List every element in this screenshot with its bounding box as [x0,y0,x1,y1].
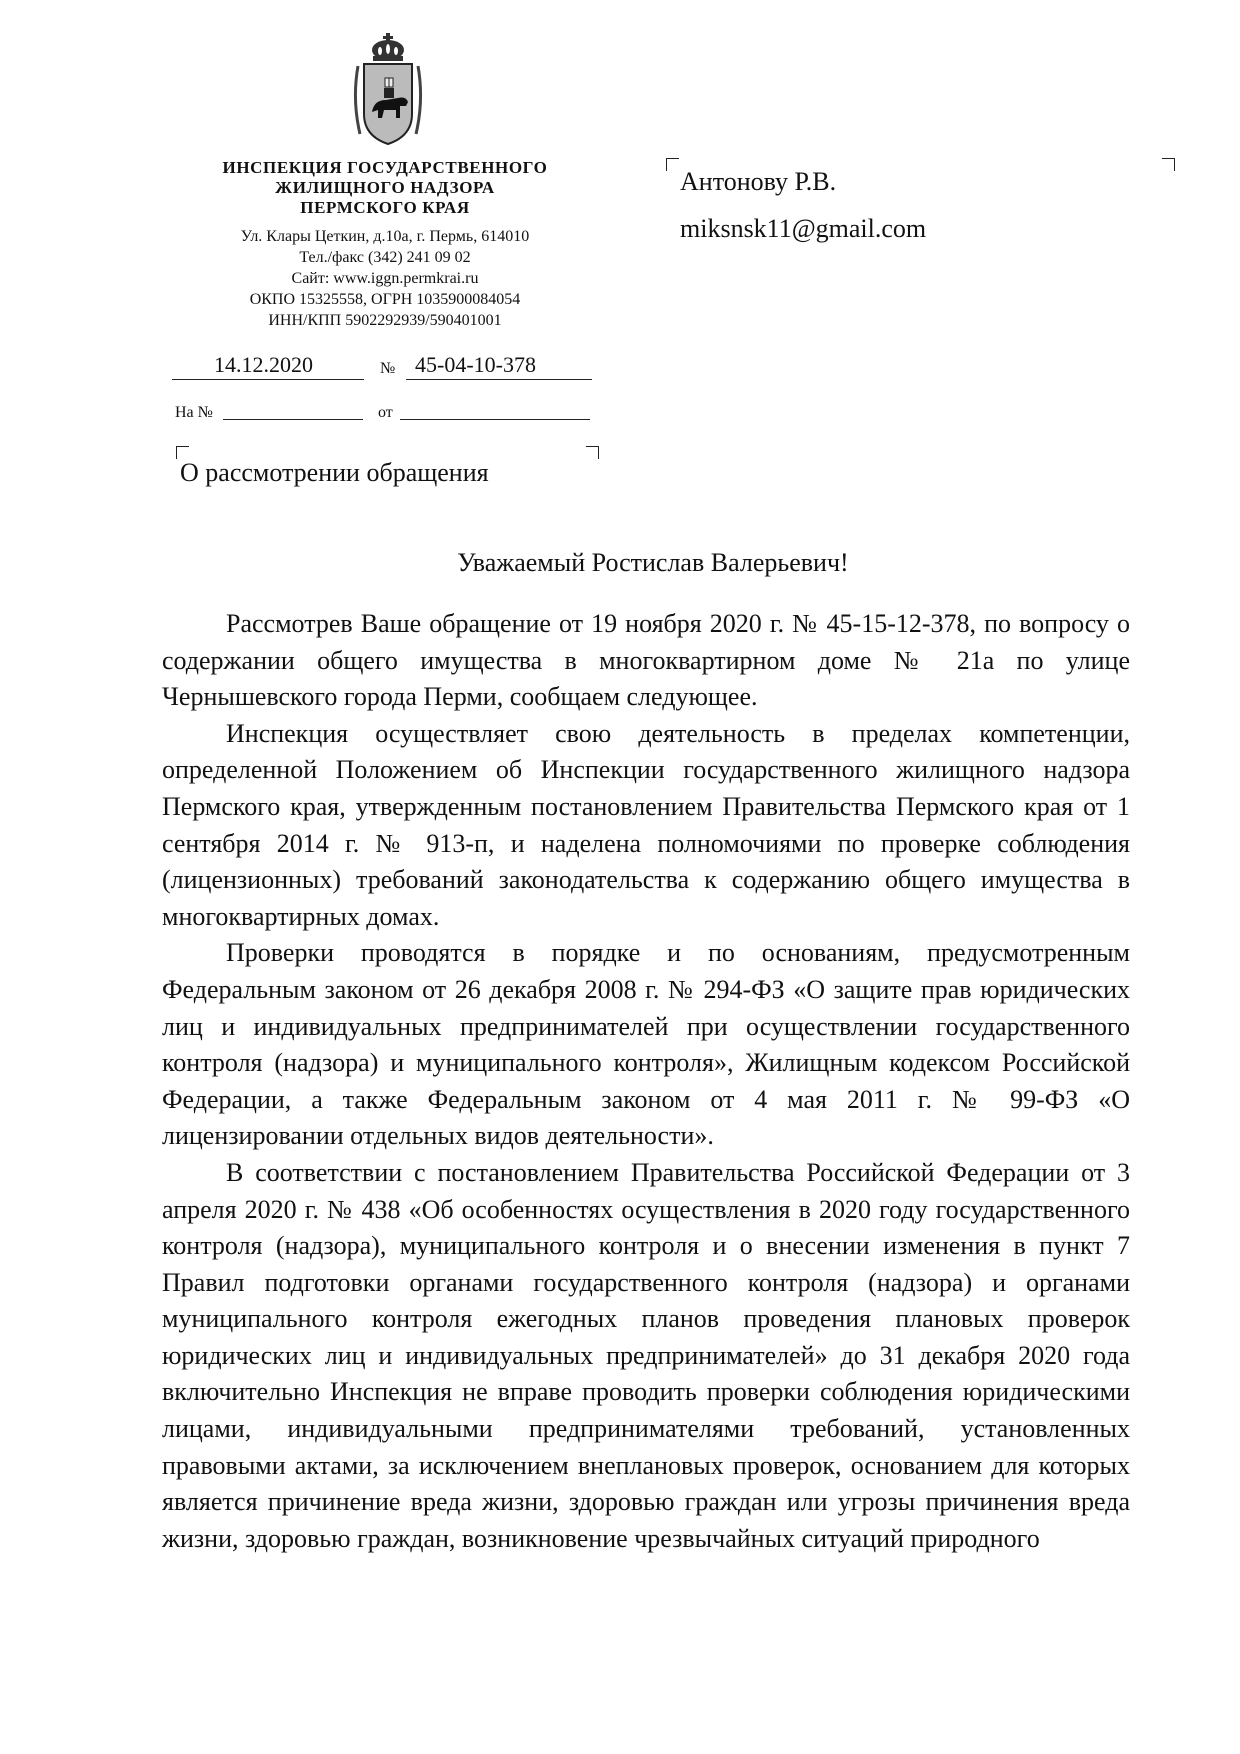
registration-number: 45-04-10-378 [415,352,536,377]
ref-from-label: от [378,404,393,421]
addressee-name: Антонову Р.В. [680,167,837,196]
body-paragraph: В соответствии с постановлением Правительства Российской Федерации от 3 апреля 2020 г. № 438 «Об особенностях осуществления в 2020 году государственного контроля (надзора), муниципального контроля и о внесении изменения в пункт 7 Правил подготовки органами государственного контроля (надзора) и органами муниципального контроля ежегодных планов проведения плановых проверок юридических лиц и индивидуальных предпринимателей» до 31 декабря 2020 года включительно Инспекция не вправе проводить проверки соблюдения юридическими лицами, индивидуальными предпринимателями требований, установленных правовыми актами, за исключением внеплановых проверок, основанием для которых является причинение вреда жизни, здоровью граждан или угрозы причинения вреда жизни, здоровью граждан, возникновение чрезвычайных ситуаций природного [162,1157,1130,1553]
bracket-corner [586,446,599,459]
org-website: Сайт: www.iggn.permkrai.ru [291,270,479,287]
org-okpo-ogrn: ОКПО 15325558, ОГРН 1035900084054 [249,291,521,308]
registration-date: 14.12.2020 [214,352,313,377]
org-name-line: ПЕРМСКОГО КРАЯ [300,198,470,217]
addressee-block [680,158,926,252]
bracket-corner [1162,158,1175,171]
ref-date-blank [400,419,590,420]
body-paragraph: Проверки проводятся в порядке и по основаниям, предусмотренным Федеральным законом от 26 декабря 2008 г. № 294-ФЗ «О защите прав юридических лиц и индивидуальных предпринимателей при осуществлении государственного контроля (надзора) и муниципального контроля», Жилищным кодексом Российской Федерации, а также Федеральным законом от 4 мая 2011 г. № 99-ФЗ «О лицензировании отдельных видов деятельности». [162,938,1130,1151]
letter-subject: О рассмотрении обращения [180,458,489,487]
letter-body [162,606,1130,1557]
org-name-line: ЖИЛИЩНОГО НАДЗОРА [275,178,495,197]
org-name-line: ИНСПЕКЦИЯ ГОСУДАРСТВЕННОГО [222,158,548,177]
reference-line [175,404,595,424]
bracket-corner [666,158,679,171]
addressee-email: miksnsk11@gmail.com [680,214,927,243]
date-underline [172,379,364,380]
body-paragraph: Инспекция осуществляет свою деятельность в пределах компетенции, определенной Положением об Инспекции государственного жилищного надзора Пермского края, утвержденным постановлением Правительства Пермского края от 1 сентября 2014 г. № 913-п, и наделена полномочиями по проверке соблюдения (лицензионных) требований законодательства к содержанию общего имущества в многоквартирных домах. [162,718,1130,931]
ref-number-label: На № [175,404,213,421]
org-inn-kpp: ИНН/КПП 5902292939/590401001 [268,312,502,329]
org-phone: Тел./факс (342) 241 09 02 [299,249,471,266]
organization-header [150,158,620,331]
registration-line [172,352,592,380]
body-paragraph: Рассмотрев Ваше обращение от 19 ноября 2020 г. № 45-15-12-378, по вопросу о содержании общего имущества в многоквартирном доме № 21а по улице Чернышевского города Перми, сообщаем следующее. [162,609,1130,712]
coat-of-arms-emblem [340,30,436,150]
ref-number-blank [223,419,363,420]
number-sign: № [380,360,396,377]
number-underline [406,379,592,380]
greeting: Уважаемый Ростислав Валерьевич! [457,548,849,577]
org-address: Ул. Клары Цеткин, д.10а, г. Пермь, 614010 [240,228,530,245]
